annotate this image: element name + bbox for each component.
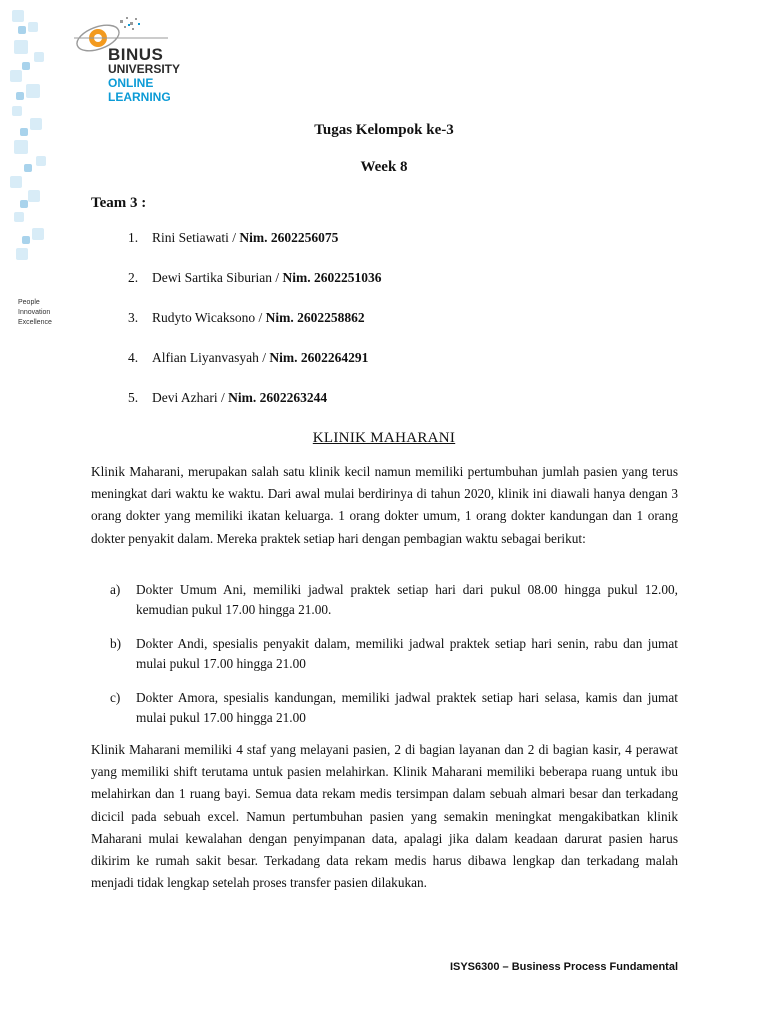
member-name: Devi Azhari / xyxy=(152,390,229,405)
list-item xyxy=(110,580,678,620)
list-text: Dokter Andi, spesialis penyakit dalam, memiliki jadwal praktek setiap hari senin, rabu dan jumat mulai pukul 17.00 hingga 21.00 xyxy=(136,636,678,671)
team-label: Team 3 : xyxy=(91,195,147,211)
list-text: Dokter Umum Ani, memiliki jadwal praktek setiap hari dari pukul 08.00 hingga pukul 12.00, kemudian pukul 17.00 hingga 21.00. xyxy=(136,582,678,617)
member-nim: Nim. 2602264291 xyxy=(269,350,369,365)
member-number: 4. xyxy=(128,350,139,365)
tagline-line: Innovation xyxy=(18,309,51,316)
intro-paragraph: Klinik Maharani, merupakan salah satu klinik kecil namun memiliki pertumbuhan jumlah pasien yang terus meningkat dari waktu ke waktu. Dari awal mulai berdirinya di tahun 2020, klinik ini diawali hanya dengan 3 orang dokter yang memiliki ikatan keluarga. 1 orang dokter umum, 1 orang dokter kandungan dan 1 orang dokter penyakit dalam. Mereka praktek setiap hari dengan pembagian waktu sebagai berikut: xyxy=(91,464,678,546)
list-text: Dokter Amora, spesialis kandungan, memiliki jadwal praktek setiap hari selasa, kamis dan jumat mulai pukul 17.00 hingga 21.00 xyxy=(136,690,678,725)
member-name: Dewi Sartika Siburian / xyxy=(152,270,283,285)
list-item xyxy=(128,230,381,270)
list-item xyxy=(128,270,381,310)
tagline xyxy=(18,298,52,328)
tagline-line: Excellence xyxy=(18,319,52,326)
member-nim: Nim. 2602263244 xyxy=(228,390,328,405)
member-nim: Nim. 2602256075 xyxy=(239,230,339,245)
list-item xyxy=(110,634,678,674)
list-item xyxy=(110,688,678,728)
member-nim: Nim. 2602258862 xyxy=(265,310,365,325)
member-number: 3. xyxy=(128,310,139,325)
logo-learning: LEARNING xyxy=(108,90,171,104)
member-list xyxy=(128,230,381,430)
list-item xyxy=(128,390,381,430)
pattern-graphic xyxy=(0,0,55,290)
logo-online: ONLINE xyxy=(108,76,154,90)
week-label: Week 8 xyxy=(360,159,408,175)
list-marker: c) xyxy=(110,690,121,705)
member-nim: Nim. 2602251036 xyxy=(282,270,382,285)
member-name: Alfian Liyanvasyah / xyxy=(152,350,270,365)
section-title: KLINIK MAHARANI xyxy=(312,430,456,446)
logo-university: UNIVERSITY xyxy=(108,62,181,76)
list-marker: a) xyxy=(110,582,121,597)
tagline-line: People xyxy=(18,299,40,306)
course-footer: ISYS6300 – Business Process Fundamental xyxy=(449,961,678,973)
member-name: Rudyto Wicaksono / xyxy=(152,310,266,325)
member-number: 2. xyxy=(128,270,139,285)
doctor-schedule-list xyxy=(110,580,678,742)
list-marker: b) xyxy=(110,636,122,651)
member-number: 1. xyxy=(128,230,139,245)
list-item xyxy=(128,350,381,390)
decorative-side-strip xyxy=(0,0,55,1024)
list-item xyxy=(128,310,381,350)
member-name: Rini Setiawati / xyxy=(152,230,240,245)
logo-brand: BINUS xyxy=(108,45,164,64)
body-paragraph: Klinik Maharani memiliki 4 staf yang melayani pasien, 2 di bagian layanan dan 2 di bagian kasir, 4 perawat yang memiliki shift terutama untuk pasien melahirkan. Klinik Maharani memiliki beberapa ruang untuk ibu melahirkan dan 1 ruang bayi. Semua data rekam medis tersimpan dalam sebuah almari besar dan terkadang dicicil pada sebuah excel. Namun pertumbuhan pasien yang semakin meningkat mengakibatkan klinik Maharani mulai kewalahan dengan penyimpanan data, apalagi jika dalam keadaan darurat pasien harus dikirim ke rumah sakit besar. Terkadang data rekam medis harus dibawa lengkap dan terkadang malah menjadi tidak lengkap setelah proses transfer pasien dilakukan. xyxy=(91,742,678,891)
member-number: 5. xyxy=(128,390,139,405)
document-title: Tugas Kelompok ke-3 xyxy=(314,122,454,138)
